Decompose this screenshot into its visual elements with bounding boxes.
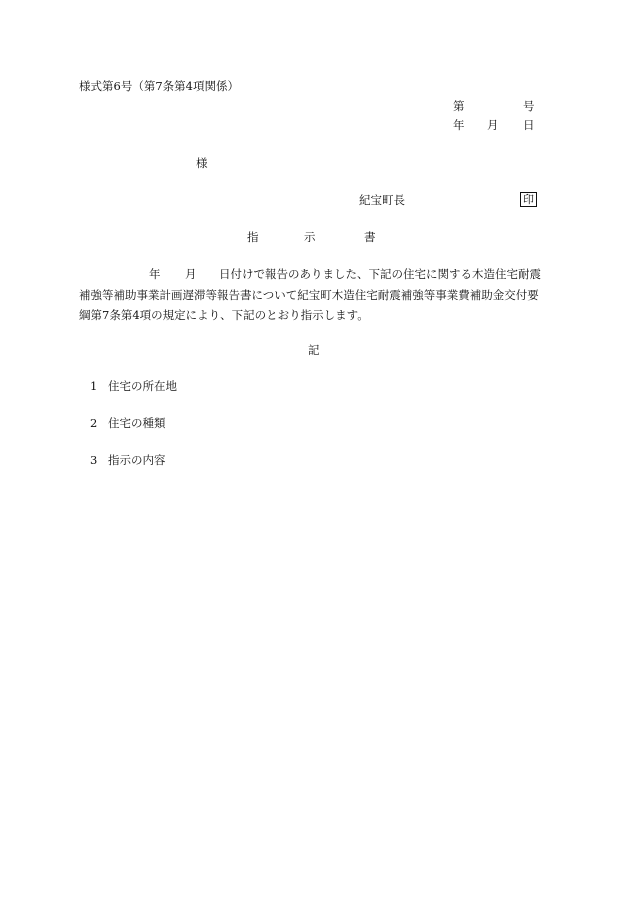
date-day-label: 日: [523, 118, 535, 132]
body-month-label: 月: [185, 267, 197, 281]
body-line-1: [149, 269, 541, 281]
item-number: 2: [90, 416, 98, 430]
title-char-1: 指: [247, 230, 259, 244]
list-item: [90, 381, 177, 393]
item-label: 住宅の所在地: [108, 379, 177, 393]
document-title: [247, 232, 376, 244]
list-item: [90, 418, 166, 430]
body-line-2: 補強等補助事業計画遅滞等報告書について紀宝町木造住宅耐震補強等事業費補助金交付要: [79, 288, 539, 302]
reference-number-prefix: 第: [453, 99, 465, 113]
item-number: 1: [90, 379, 98, 393]
item-label: 指示の内容: [108, 453, 166, 467]
date-year-label: 年: [453, 118, 465, 132]
form-number: 様式第6号（第7条第4項関係）: [79, 79, 239, 93]
list-item: [90, 455, 166, 467]
reference-number-suffix: 号: [523, 99, 535, 113]
addressee-honorific: 様: [196, 156, 208, 170]
seal-stamp: 印: [520, 192, 537, 207]
body-year-label: 年: [149, 267, 161, 281]
date-month-label: 月: [487, 118, 499, 132]
item-number: 3: [90, 453, 98, 467]
item-label: 住宅の種類: [108, 416, 166, 430]
body-line-1-text: 日付けで報告のありました、下記の住宅に関する木造住宅耐震: [219, 267, 541, 281]
title-char-2: 示: [304, 230, 316, 244]
ki-heading: 記: [308, 343, 320, 357]
issuer-name: 紀宝町長: [359, 193, 405, 207]
body-line-3: 綱第7条第4項の規定により、下記のとおり指示します。: [79, 308, 369, 322]
title-char-3: 書: [364, 230, 376, 244]
